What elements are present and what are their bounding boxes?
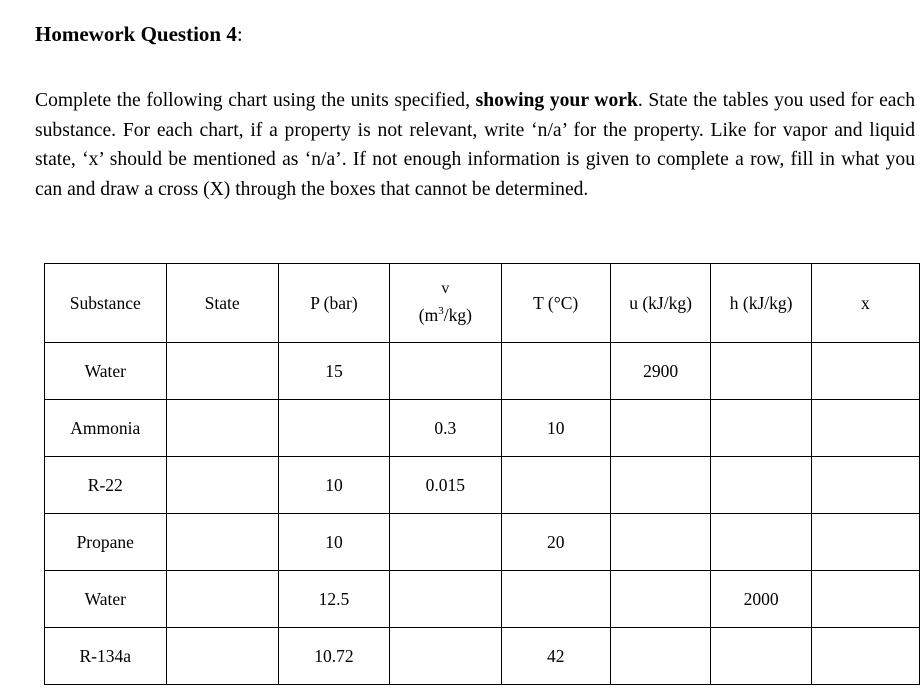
v-unit-suffix: /kg) — [443, 304, 472, 325]
cell-pressure: 12.5 — [278, 571, 389, 628]
header-substance: Substance — [45, 264, 167, 343]
table-row — [45, 343, 920, 400]
cell-pressure: 10.72 — [278, 628, 389, 685]
cell-specific-volume — [390, 571, 501, 628]
instructions-part2: . State the tables you used for each substance. For each chart, if a property is not relevant, write ‘n/a’ for the property. Like for vapor and liquid state, ‘x’ should be mentioned as ‘n/a’. If not enough information is given to complete a row, fill in what you can and draw a cross (X) through the boxes that cannot be determined. — [35, 90, 915, 200]
cell-pressure: 10 — [278, 514, 389, 571]
cell-internal-energy — [610, 400, 711, 457]
cell-enthalpy — [711, 514, 812, 571]
cell-internal-energy — [610, 514, 711, 571]
cell-pressure — [278, 400, 389, 457]
property-table — [44, 263, 920, 685]
cell-quality — [811, 400, 919, 457]
cell-quality — [811, 628, 919, 685]
header-v-unit — [390, 300, 500, 326]
cell-enthalpy — [711, 400, 812, 457]
cell-internal-energy — [610, 457, 711, 514]
cell-substance: R-134a — [45, 628, 167, 685]
cell-internal-energy — [610, 628, 711, 685]
instructions-bold: showing your work — [475, 90, 638, 111]
cell-quality — [811, 343, 919, 400]
cell-state — [166, 571, 278, 628]
header-temperature: T (°C) — [501, 264, 610, 343]
instructions-paragraph — [35, 86, 915, 204]
cell-specific-volume — [390, 628, 501, 685]
cell-temperature — [501, 457, 610, 514]
cell-substance: Water — [45, 343, 167, 400]
cell-specific-volume: 0.3 — [390, 400, 501, 457]
table-row — [45, 628, 920, 685]
cell-pressure: 10 — [278, 457, 389, 514]
cell-state — [166, 457, 278, 514]
v-unit-prefix: (m — [418, 304, 439, 325]
table-row — [45, 514, 920, 571]
header-internal-energy: u (kJ/kg) — [610, 264, 711, 343]
cell-pressure: 15 — [278, 343, 389, 400]
header-enthalpy: h (kJ/kg) — [711, 264, 812, 343]
cell-enthalpy: 2000 — [711, 571, 812, 628]
table-header-row — [45, 264, 920, 343]
cell-specific-volume: 0.015 — [390, 457, 501, 514]
cell-internal-energy: 2900 — [610, 343, 711, 400]
header-quality: x — [811, 264, 919, 343]
v-unit-exponent: 3 — [438, 305, 444, 318]
table-row — [45, 571, 920, 628]
cell-substance: Ammonia — [45, 400, 167, 457]
cell-quality — [811, 571, 919, 628]
table-row — [45, 400, 920, 457]
title-colon: : — [236, 22, 243, 46]
table-row — [45, 457, 920, 514]
cell-temperature — [501, 343, 610, 400]
cell-enthalpy — [711, 628, 812, 685]
cell-temperature: 10 — [501, 400, 610, 457]
cell-quality — [811, 514, 919, 571]
header-pressure: P (bar) — [278, 264, 389, 343]
cell-state — [166, 628, 278, 685]
cell-specific-volume — [390, 343, 501, 400]
instructions-part1: Complete the following chart using the units specified, — [35, 90, 476, 111]
page-title — [35, 22, 243, 47]
header-v-symbol: v — [441, 280, 450, 298]
cell-internal-energy — [610, 571, 711, 628]
cell-quality — [811, 457, 919, 514]
cell-state — [166, 400, 278, 457]
cell-substance: Propane — [45, 514, 167, 571]
cell-enthalpy — [711, 457, 812, 514]
cell-specific-volume — [390, 514, 501, 571]
cell-temperature — [501, 571, 610, 628]
header-specific-volume — [390, 264, 501, 343]
title-text: Homework Question 4 — [35, 22, 237, 46]
cell-enthalpy — [711, 343, 812, 400]
cell-substance: R-22 — [45, 457, 167, 514]
cell-state — [166, 343, 278, 400]
cell-temperature: 42 — [501, 628, 610, 685]
cell-substance: Water — [45, 571, 167, 628]
cell-state — [166, 514, 278, 571]
cell-temperature: 20 — [501, 514, 610, 571]
header-state: State — [166, 264, 278, 343]
